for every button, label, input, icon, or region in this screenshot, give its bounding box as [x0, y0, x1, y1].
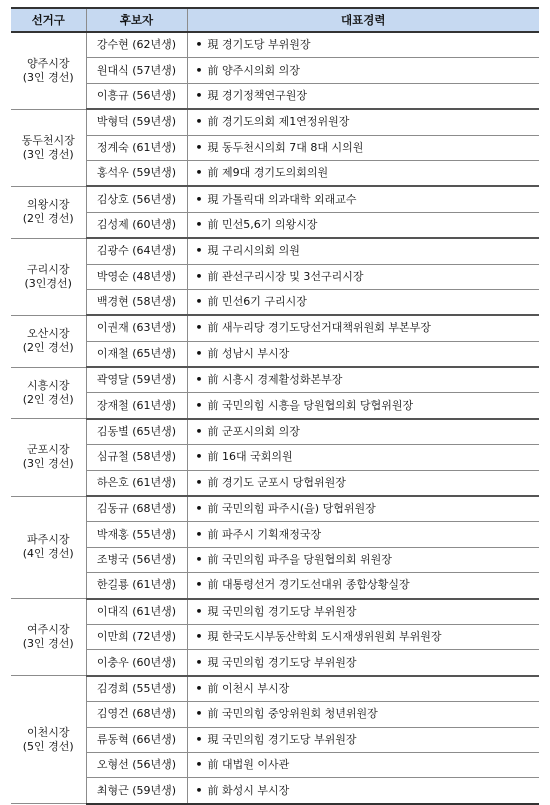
bullet-icon: • — [195, 553, 203, 566]
candidate-name-cell: 박영순 (48년생) — [86, 264, 187, 289]
table-row — [11, 547, 539, 572]
career-text: 前 대통령선거 경기도선대위 종합상황실장 — [207, 578, 410, 592]
candidate-name-cell: 강수현 (62년생) — [86, 32, 187, 58]
district-name: 구리시장 — [26, 262, 70, 276]
bullet-icon: • — [195, 166, 203, 180]
career-text: 前 새누리당 경기도당선거대책위원회 부본부장 — [207, 321, 431, 335]
career-cell — [187, 445, 539, 470]
district-name: 군포시장 — [26, 443, 70, 457]
bullet-icon: • — [195, 707, 203, 721]
table-row — [11, 778, 539, 804]
career-cell — [187, 778, 539, 804]
bullet-icon: • — [195, 373, 203, 387]
candidate-table — [11, 7, 539, 805]
candidate-name-cell: 이만희 (72년생) — [86, 624, 187, 649]
bullet-icon: • — [195, 269, 203, 283]
bullet-icon: • — [195, 425, 203, 439]
candidate-name-cell: 박형덕 (59년생) — [86, 109, 187, 135]
career-text: 前 파주시 기획재정국장 — [207, 527, 322, 541]
candidate-name-cell: 김동규 (68년생) — [86, 496, 187, 522]
career-text: 前 16대 국회의원 — [207, 450, 293, 464]
bullet-icon: • — [195, 63, 203, 77]
bullet-icon: • — [195, 604, 203, 618]
career-cell — [187, 752, 539, 777]
career-text: 現 국민의힘 경기도당 부위원장 — [207, 732, 357, 746]
candidate-name-cell: 백경현 (58년생) — [86, 289, 187, 315]
bullet-icon: • — [195, 578, 203, 592]
career-cell — [187, 547, 539, 572]
table-row — [11, 702, 539, 727]
career-cell — [187, 496, 539, 522]
career-cell — [187, 367, 539, 393]
bullet-icon: • — [195, 527, 203, 541]
candidate-name-cell: 이재철 (65년생) — [86, 341, 187, 367]
candidate-name-cell: 홍석우 (59년생) — [86, 160, 187, 186]
district-primary-count: (3인 경선) — [22, 457, 74, 471]
candidate-name-cell: 원대식 (57년생) — [86, 58, 187, 83]
career-cell — [187, 58, 539, 83]
table-row — [11, 470, 539, 496]
career-text: 現 국민의힘 경기도당 부위원장 — [207, 655, 357, 669]
career-text: 現 국민의힘 경기도당 부위원장 — [207, 604, 357, 618]
district-cell — [11, 186, 86, 238]
career-cell — [187, 186, 539, 212]
table-row — [11, 135, 539, 160]
header-career: 대표경력 — [187, 8, 539, 32]
career-text: 現 동두천시의회 7대 8대 시의원 — [207, 140, 364, 154]
header-district: 선거구 — [11, 8, 86, 32]
district-cell — [11, 32, 86, 109]
table-row — [11, 445, 539, 470]
district-cell — [11, 419, 86, 496]
table-row — [11, 264, 539, 289]
table-row — [11, 58, 539, 83]
bullet-icon: • — [195, 38, 203, 52]
district-primary-count: (4인 경선) — [22, 547, 74, 561]
bullet-icon: • — [195, 450, 203, 464]
career-cell — [187, 419, 539, 445]
career-cell — [187, 212, 539, 238]
career-cell — [187, 599, 539, 625]
bullet-icon: • — [195, 346, 203, 360]
bullet-icon: • — [195, 758, 203, 772]
career-cell — [187, 315, 539, 341]
career-text: 前 경기도의회 제1연정위원장 — [207, 115, 350, 129]
career-text: 前 제9대 경기도의회의원 — [207, 166, 329, 180]
career-cell — [187, 83, 539, 109]
bullet-icon: • — [195, 681, 203, 695]
bullet-icon: • — [195, 115, 203, 129]
candidate-name-cell: 이권재 (63년생) — [86, 315, 187, 341]
career-cell — [187, 341, 539, 367]
district-name: 파주시장 — [26, 533, 70, 547]
table-row — [11, 83, 539, 109]
district-primary-count: (2인 경선) — [22, 212, 74, 226]
district-name: 시흥시장 — [26, 378, 70, 392]
bullet-icon: • — [195, 217, 203, 231]
career-text: 前 국민의힘 시흥을 당원협의회 당협위원장 — [207, 398, 414, 412]
career-text: 前 이천시 부시장 — [207, 681, 290, 695]
district-cell — [11, 599, 86, 676]
career-cell — [187, 470, 539, 496]
table-row — [11, 752, 539, 777]
district-name: 여주시장 — [26, 623, 70, 637]
district-primary-count: (3인경선) — [24, 276, 72, 290]
career-cell — [187, 573, 539, 599]
district-cell — [11, 367, 86, 419]
table-row — [11, 341, 539, 367]
career-text: 前 관선구리시장 및 3선구리시장 — [207, 269, 364, 283]
career-text: 前 화성시 부시장 — [207, 783, 290, 797]
table-row — [11, 315, 539, 341]
candidate-name-cell: 김동별 (65년생) — [86, 419, 187, 445]
candidate-name-cell: 심규철 (58년생) — [86, 445, 187, 470]
bullet-icon: • — [195, 244, 203, 258]
career-text: 現 한국도시부동산학회 도시재생위원회 부위원장 — [207, 630, 442, 644]
career-cell — [187, 264, 539, 289]
bullet-icon: • — [195, 630, 203, 644]
bullet-icon: • — [195, 655, 203, 669]
table-row — [11, 650, 539, 676]
district-primary-count: (5인 경선) — [22, 739, 74, 753]
table-row — [11, 727, 539, 752]
candidate-name-cell: 박재홍 (55년생) — [86, 522, 187, 547]
table-header-row — [11, 8, 539, 32]
career-text: 前 군포시의회 의장 — [207, 425, 300, 439]
district-cell — [11, 238, 86, 315]
district-cell — [11, 315, 86, 367]
table-row — [11, 573, 539, 599]
candidate-name-cell: 김광수 (64년생) — [86, 238, 187, 264]
candidate-name-cell: 정계숙 (61년생) — [86, 135, 187, 160]
bullet-icon: • — [195, 321, 203, 335]
career-text: 前 양주시의회 의장 — [207, 63, 300, 77]
candidate-name-cell: 장재철 (61년생) — [86, 393, 187, 419]
career-cell — [187, 109, 539, 135]
candidate-name-cell: 김상호 (56년생) — [86, 186, 187, 212]
table-row — [11, 32, 539, 58]
district-name: 의왕시장 — [26, 198, 70, 212]
bullet-icon: • — [195, 732, 203, 746]
table-row — [11, 676, 539, 702]
bullet-icon: • — [195, 295, 203, 309]
career-text: 前 국민의힘 파주을 당원협의회 위원장 — [207, 553, 392, 566]
table-row — [11, 109, 539, 135]
district-primary-count: (3인 경선) — [22, 70, 74, 84]
candidate-name-cell: 오형선 (56년생) — [86, 752, 187, 777]
career-text: 現 가톨릭대 의과대학 외래교수 — [207, 192, 357, 206]
candidate-name-cell: 김경희 (55년생) — [86, 676, 187, 702]
table-row — [11, 393, 539, 419]
career-cell — [187, 238, 539, 264]
district-name: 양주시장 — [26, 56, 70, 70]
bullet-icon: • — [195, 398, 203, 412]
bullet-icon: • — [195, 140, 203, 154]
candidate-name-cell: 이충우 (60년생) — [86, 650, 187, 676]
bullet-icon: • — [195, 88, 203, 102]
career-cell — [187, 702, 539, 727]
career-text: 前 경기도 군포시 당협위원장 — [207, 475, 346, 489]
candidate-name-cell: 최형근 (59년생) — [86, 778, 187, 804]
career-cell — [187, 32, 539, 58]
career-cell — [187, 624, 539, 649]
district-name: 동두천시장 — [21, 133, 75, 147]
table-row — [11, 367, 539, 393]
career-text: 現 경기도당 부위원장 — [207, 38, 311, 52]
table-row — [11, 160, 539, 186]
candidate-name-cell: 김성제 (60년생) — [86, 212, 187, 238]
career-cell — [187, 727, 539, 752]
career-text: 前 성남시 부시장 — [207, 346, 290, 360]
table-row — [11, 186, 539, 212]
career-cell — [187, 676, 539, 702]
table-row — [11, 496, 539, 522]
table-row — [11, 419, 539, 445]
career-text: 前 시흥시 경제활성화본부장 — [207, 373, 343, 387]
career-text: 前 국민의힘 중앙위원회 청년위원장 — [207, 707, 378, 721]
table-row — [11, 624, 539, 649]
district-primary-count: (2인 경선) — [22, 341, 74, 355]
career-cell — [187, 160, 539, 186]
table-row — [11, 289, 539, 315]
bullet-icon: • — [195, 475, 203, 489]
table-body — [11, 32, 539, 804]
career-text: 前 대법원 이사관 — [207, 758, 290, 772]
bullet-icon: • — [195, 192, 203, 206]
career-text: 前 국민의힘 파주시(을) 당협위원장 — [207, 502, 376, 516]
candidate-name-cell: 곽영달 (59년생) — [86, 367, 187, 393]
candidate-name-cell: 김영건 (68년생) — [86, 702, 187, 727]
career-cell — [187, 135, 539, 160]
district-name: 오산시장 — [26, 327, 70, 341]
table-row — [11, 522, 539, 547]
district-name: 이천시장 — [26, 725, 70, 739]
career-cell — [187, 650, 539, 676]
candidate-name-cell: 하은호 (61년생) — [86, 470, 187, 496]
district-primary-count: (3인 경선) — [22, 637, 74, 651]
district-cell — [11, 109, 86, 186]
career-cell — [187, 289, 539, 315]
candidate-name-cell: 류동혁 (66년생) — [86, 727, 187, 752]
career-text: 前 민선6기 구리시장 — [207, 295, 307, 309]
career-text: 現 구리시의회 의원 — [207, 244, 300, 258]
career-text: 前 민선5,6기 의왕시장 — [207, 217, 318, 231]
district-primary-count: (2인 경선) — [22, 392, 74, 406]
table-row — [11, 238, 539, 264]
header-candidate: 후보자 — [86, 8, 187, 32]
table-row — [11, 212, 539, 238]
bullet-icon: • — [195, 783, 203, 797]
candidate-name-cell: 조병국 (56년생) — [86, 547, 187, 572]
bullet-icon: • — [195, 502, 203, 516]
career-text: 現 경기정책연구원장 — [207, 88, 308, 102]
district-cell — [11, 676, 86, 804]
district-cell — [11, 496, 86, 599]
candidate-name-cell: 이대직 (61년생) — [86, 599, 187, 625]
candidate-name-cell: 한길룡 (61년생) — [86, 573, 187, 599]
career-cell — [187, 393, 539, 419]
district-primary-count: (3인 경선) — [22, 147, 74, 161]
table-row — [11, 599, 539, 625]
candidate-name-cell: 이흥규 (56년생) — [86, 83, 187, 109]
career-cell — [187, 522, 539, 547]
